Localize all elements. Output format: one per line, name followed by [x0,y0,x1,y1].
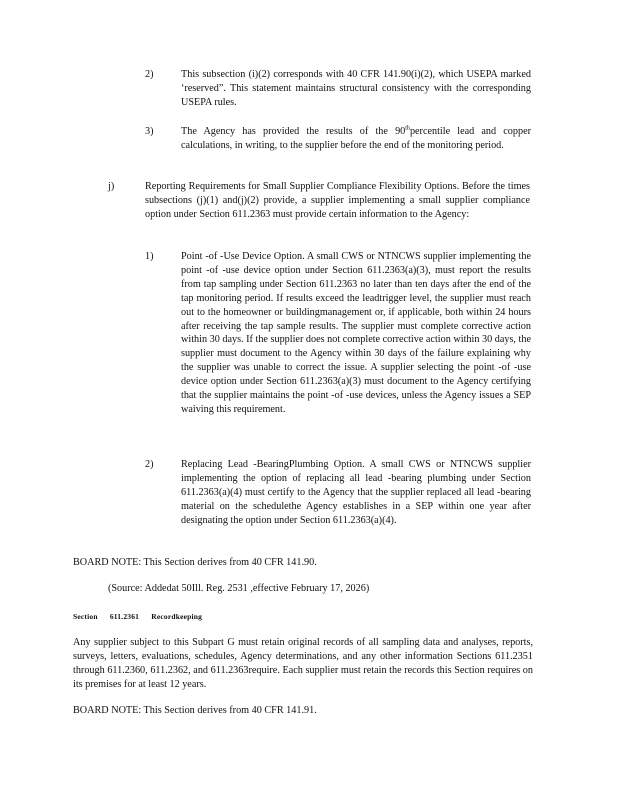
item-j1-number: 1) [145,251,154,262]
item-j2-number: 2) [145,459,154,470]
item-j1-text: Point -of -Use Device Option. A small CWS or NTNCWS supplier implementing the point -of -use device option under Section 611.2363(a)(3), must report the results from tap sampling under Section 611.2363 no later than ten days after the end of the tap monitoring period. If results exceed the leadtrigger level, the supplier must reach out to the homeowner or buildingmanagement or, if applicable, both within 24 hours after receiving the tap sample results. The supplier must complete corrective action within 30 days. If the supplier does not complete corrective action within 30 days, the supplier must document to the Agency within 30 days of the failure explaining why the supplier was unable to correct the issue. A supplier selecting the point -of -use device option under Section 611.2363(a)(3) must document to the Agency certifying that the supplier maintains the point -of -use devices, unless the Agency issues a SEP waiving this requirement. [181,251,531,415]
section-heading-label: Section [73,612,98,621]
item-j-number: j) [108,181,115,192]
item-j2-text: Replacing Lead -BearingPlumbing Option. A small CWS or NTNCWS supplier implementing the option of replacing all lead -bearing plumbing under Section 611.2363(a)(4) must certify to the Agency that the supplier replaced all lead -bearing material on the schedulethe Agency establishes in a SEP within one year after designating the option under Section 611.2363(a)(4). [181,459,531,526]
board-note-2: BOARD NOTE: This Section derives from 40 CFR 141.91. [73,705,317,716]
item-i3-text-before: The Agency has provided the results of the 90 [181,126,406,137]
item-i3-number: 3) [145,126,154,137]
section-heading-number: 611.2361 [109,612,140,621]
recordkeeping-paragraph: Any supplier subject to this Subpart G must retain original records of all sampling data and analyses, reports, surveys, letters, evaluations, schedules, Agency determinations, and any other information Sections 611.2351 through 611.2360, 611.2362, and 611.2363require. Each supplier must retain the records this Section requires on its premises for at least 12 years. [73,637,533,690]
item-i3-text [181,125,531,153]
item-j-text: Reporting Requirements for Small Supplier Compliance Flexibility Options. Before the times subsections (j)(1) and(j)(2) provide, a supplier implementing a small supplier compliance option under Section 611.2363 must provide certain information to the Agency: [145,181,530,220]
item-i2-number: 2) [145,69,154,80]
board-note-1: BOARD NOTE: This Section derives from 40 CFR 141.90. [73,557,317,568]
item-i3-superscript: th [405,125,410,132]
section-heading-title: Recordkeeping [151,612,203,621]
source-note: (Source: Addedat 50Ill. Reg. 2531 ,effective February 17, 2026) [108,583,370,594]
section-heading [73,612,212,621]
item-i3-text-after: percentile lead and copper calculations, in writing, to the supplier before the end of the monitoring period. [181,126,531,151]
item-i2-text: This subsection (i)(2) corresponds with 40 CFR 141.90(i)(2), which USEPA marked ‘reserved”. This statement maintains structural consistency with the corresponding USEPA rules. [181,69,531,108]
